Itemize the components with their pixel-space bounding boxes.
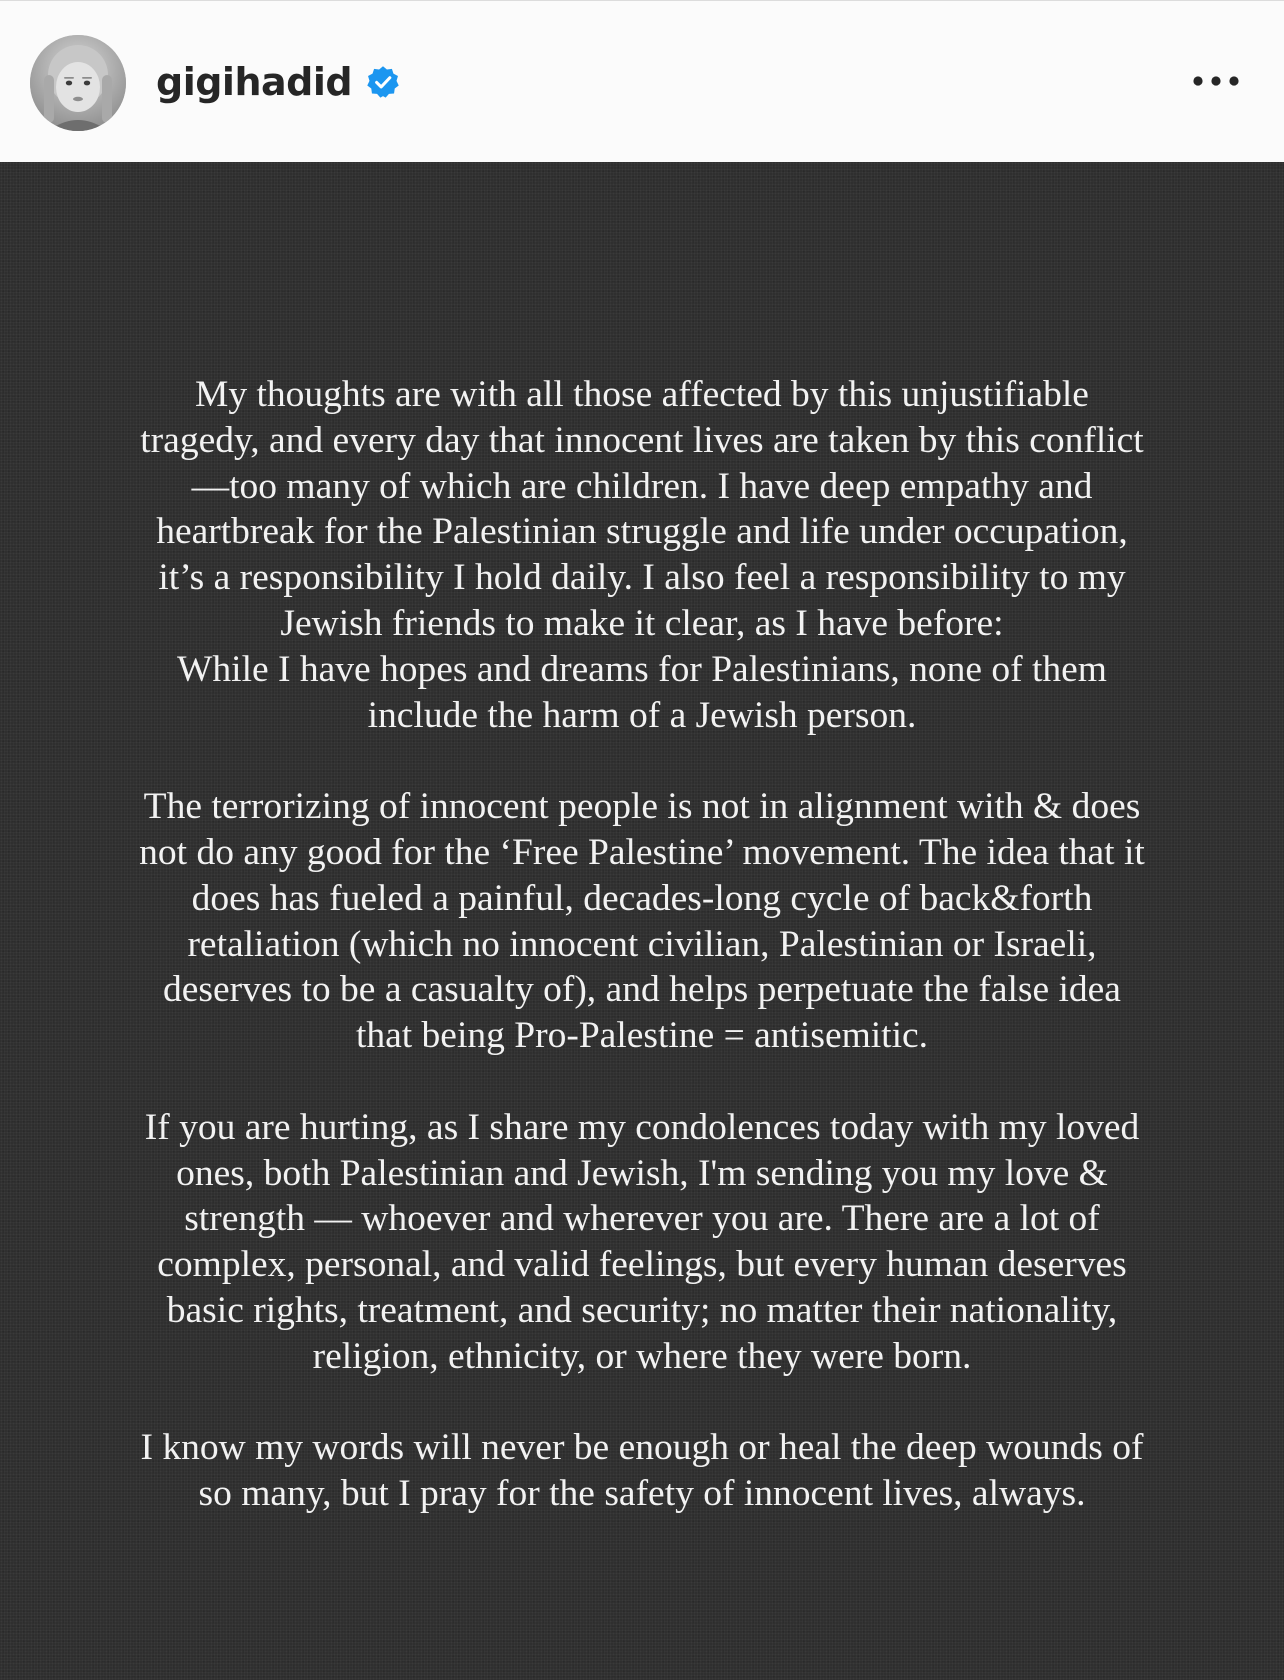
text-line: include the harm of a Jewish person.: [367, 694, 917, 736]
more-options-button[interactable]: [1186, 59, 1246, 103]
text-line: strength — whoever and wherever you are. There are a lot of: [184, 1198, 1100, 1240]
avatar-photo: [30, 35, 126, 131]
text-line: tragedy, and every day that innocent lives are taken by this conflict: [140, 419, 1144, 461]
text-line: deserves to be a casualty of), and helps perpetuate the false idea: [163, 969, 1121, 1011]
text-line: does has fueled a painful, decades-long cycle of back&forth: [191, 877, 1093, 919]
text-line: ones, both Palestinian and Jewish, I'm sending you my love &: [176, 1152, 1108, 1194]
verified-badge-icon: [366, 65, 400, 99]
text-line: —too many of which are children. I have deep empathy and: [191, 465, 1093, 507]
text-line: it’s a responsibility I hold daily. I also feel a responsibility to my: [158, 557, 1126, 599]
post-header: [0, 0, 1284, 162]
text-line: so many, but I pray for the safety of innocent lives, always.: [198, 1473, 1086, 1515]
text-line: that being Pro-Palestine = antisemitic.: [355, 1015, 929, 1057]
text-line: basic rights, treatment, and security; no matter their nationality,: [166, 1289, 1118, 1331]
text-line: not do any good for the ‘Free Palestine’ movement. The idea that it: [139, 831, 1145, 873]
username[interactable]: gigihadid: [156, 60, 353, 104]
text-line: If you are hurting, as I share my condolences today with my loved: [144, 1106, 1140, 1148]
text-line: The terrorizing of innocent people is not in alignment with & does: [143, 786, 1141, 828]
text-line: complex, personal, and valid feelings, but every human deserves: [157, 1244, 1127, 1286]
post-image[interactable]: [0, 162, 1284, 1680]
avatar[interactable]: [30, 35, 126, 131]
text-line: While I have hopes and dreams for Palestinians, none of them: [177, 648, 1107, 690]
statement-text: [90, 372, 1194, 1517]
paragraph: [90, 1425, 1194, 1517]
more-options-icon: [1193, 76, 1239, 86]
text-line: My thoughts are with all those affected by this unjustifiable: [195, 374, 1089, 415]
text-line: religion, ethnicity, or where they were born.: [312, 1335, 972, 1377]
text-line: I know my words will never be enough or heal the deep wounds of: [140, 1427, 1144, 1469]
text-line: Jewish friends to make it clear, as I have before:: [280, 602, 1004, 644]
paragraph: [90, 1105, 1194, 1380]
paragraph: [90, 372, 1194, 738]
text-line: heartbreak for the Palestinian struggle and life under occupation,: [156, 511, 1128, 553]
text-line: retaliation (which no innocent civilian, Palestinian or Israeli,: [187, 923, 1097, 965]
paragraph: [90, 784, 1194, 1059]
username-row: [156, 51, 400, 113]
